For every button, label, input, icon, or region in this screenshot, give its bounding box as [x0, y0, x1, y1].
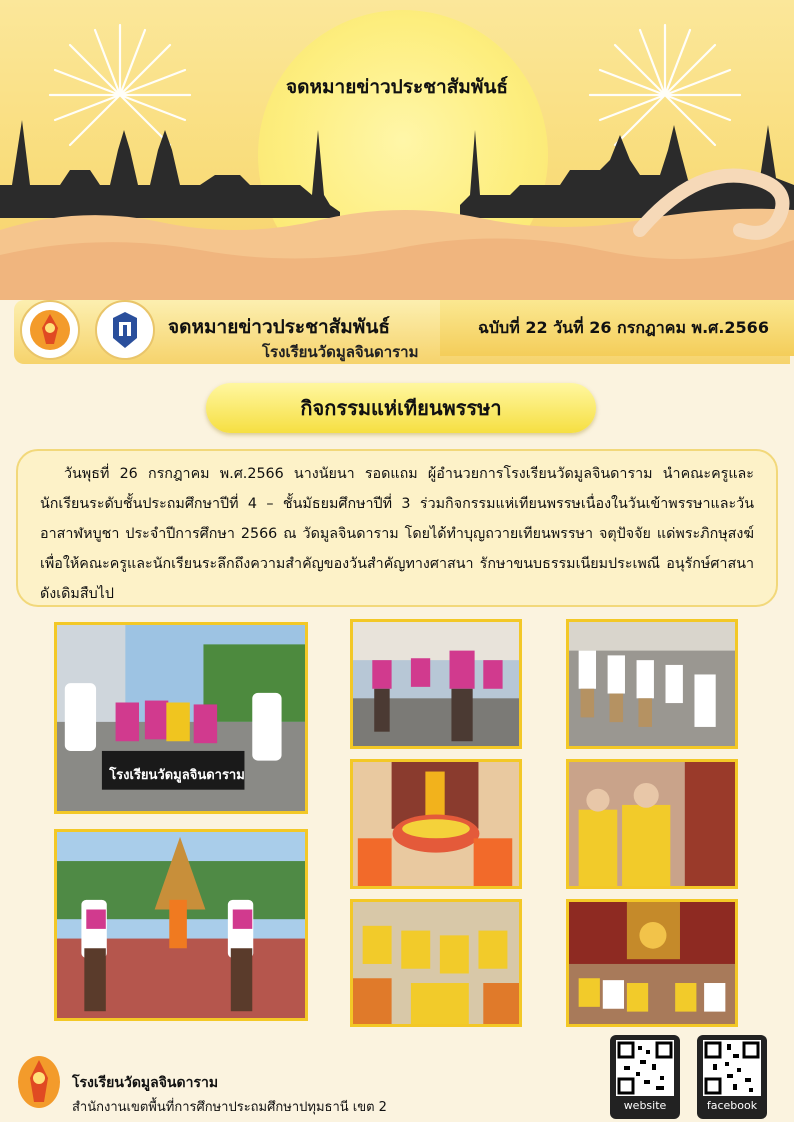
footer-school-name: โรงเรียนวัดมูลจินดาราม	[72, 1075, 219, 1091]
footer-office-name: สำนักงานเขตพื้นที่การศึกษาประถมศึกษาปทุมธานี เขต 2	[72, 1100, 387, 1115]
qr-facebook-label: facebook	[706, 1099, 758, 1112]
photo-students-walking	[566, 619, 738, 749]
photo-sign-text: โรงเรียนวัดมูลจินดาราม	[109, 768, 245, 783]
photo-dancers-temple	[54, 829, 308, 1021]
school-logo	[20, 300, 80, 360]
banner-school-name: โรงเรียนวัดมูลจินดาราม	[262, 343, 419, 361]
photo-candle-offering	[350, 759, 522, 889]
photo-students-sign	[54, 622, 308, 814]
qr-website-label: website	[623, 1099, 667, 1112]
fireworks-graphic	[0, 0, 794, 300]
banner-title: จดหมายข่าวประชาสัมพันธ์	[168, 316, 390, 338]
photo-teachers-seated	[350, 899, 522, 1027]
body-paragraph: วันพุธที่ 26 กรกฎาคม พ.ศ.2566 นางนัยนา รอดแถม ผู้อำนวยการโรงเรียนวัดมูลจินดาราม นำคณะครูและนักเรียนระดับชั้นประถมศึกษาปีที่ 4 – ชั้นมัธยมศึกษาปีที่ 3 ร่วมกิจกรรมแห่เทียนพรรษเนื่องในวันเข้าพรรษาและวันอาสาฬหบูชา ประจำปีการศึกษา 2566 ณ วัดมูลจินดาราม โดยได้ทำบุญถวายเทียนพรรษา จตุปัจจัย แด่พระภิกษุสงฆ์ เพื่อให้คณะครูและนักเรียนระลึกถึงความสำคัญของวันสำคัญทางศาสนา รักษาขนบธรรมเนียมประเพณี อนุรักษ์ศาสนาดังเดิมสืบไป	[40, 466, 754, 602]
issue-info: ฉบับที่ 22 วันที่ 26 กรกฎาคม พ.ศ.2566	[478, 318, 769, 337]
qr-website[interactable]	[610, 1035, 680, 1119]
header-title: จดหมายข่าวประชาสัมพันธ์	[286, 76, 508, 98]
qr-facebook[interactable]	[697, 1035, 767, 1119]
qr-code-facebook	[703, 1040, 761, 1096]
photo-dance-parade	[350, 619, 522, 749]
body-text-box	[16, 449, 778, 607]
qr-code-website	[616, 1040, 674, 1096]
photo-teacher-praying	[566, 759, 738, 889]
footer-school-logo	[16, 1054, 62, 1114]
photo-temple-interior	[566, 899, 738, 1027]
quality-school-logo	[95, 300, 155, 360]
section-title: กิจกรรมแห่เทียนพรรษา	[206, 383, 596, 433]
header-illustration	[0, 0, 794, 300]
